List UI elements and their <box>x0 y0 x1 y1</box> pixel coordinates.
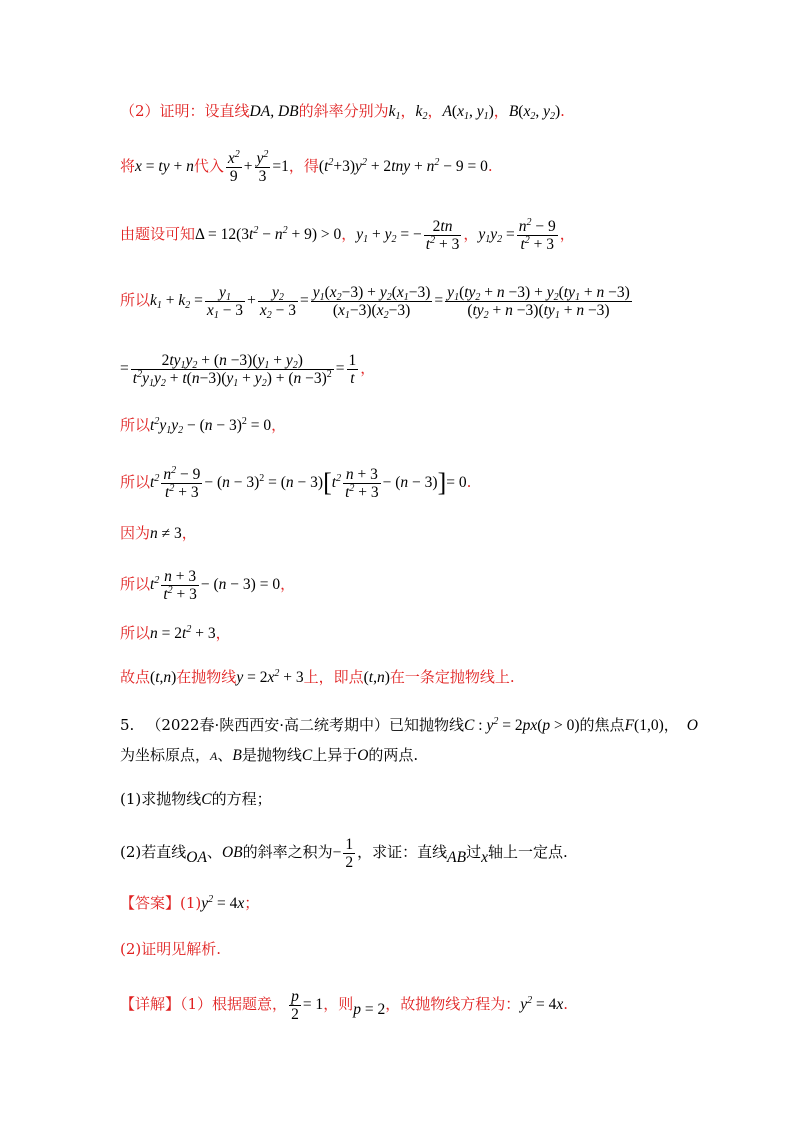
question-5-part-1 <box>120 788 272 811</box>
equation-line-1 <box>120 414 286 437</box>
text-namely-point: 上，即点 <box>303 668 364 686</box>
answer-line-2 <box>120 938 221 960</box>
equation-line-3 <box>120 568 295 603</box>
separator: ， <box>271 416 287 434</box>
text-point: 故点 <box>120 668 151 686</box>
text-two-points: 的两点. <box>368 746 419 764</box>
formula-k1: $k_1$ <box>388 103 401 122</box>
separator: ， <box>280 575 296 594</box>
detail-text-a: （1）根据题意， <box>180 995 288 1014</box>
formula-ellipse: $\frac{x^2}{9}$ + $\frac{y^2}{3}$ =1 <box>227 149 289 185</box>
formula-neg-half: − $\frac{1}{2}$ <box>332 836 354 871</box>
separator: ， <box>493 102 509 120</box>
formula-o-2: O <box>357 747 369 764</box>
slope-sum-line <box>120 284 634 319</box>
text-slope-product: 的斜率之积为 <box>242 843 333 862</box>
formula-ob: OB <box>221 844 243 862</box>
part2-text: (2)若直线 <box>120 843 187 862</box>
text-so: 所以 <box>120 291 151 310</box>
formula-lines: DA, DB <box>249 103 299 120</box>
text-axis-point: 轴上一定点. <box>487 843 568 862</box>
formula-slope-sum: $k_1 + k_2$ = $\frac{y_1}{x_1 - 3}$ + $\frac{y_2}{x_2 - 3}$ = $\frac{y_1(x_2-3) + y_2(x_1-3)}{(x_1-3)(x_2-3)}$ = $\frac{y_1(ty_2 + n -3) + y_2(ty_1 + n -3)}{(ty_2 + n -3)(ty_1 + n -3)}$ <box>150 284 630 321</box>
answer-part-2: (2)证明见解析. <box>120 940 222 958</box>
period: . <box>466 473 472 492</box>
separator: ， <box>427 102 443 120</box>
formula-n-neq-3: n ≠ 3 <box>150 525 182 542</box>
slope-sum-result-line <box>120 352 375 387</box>
question-source: （2022春·陕西西安·高二统考期中）已知抛物线 <box>146 716 465 734</box>
separator: ， <box>360 359 376 378</box>
formula-p-half: $\frac{p}{2}$ = 1 <box>291 988 324 1023</box>
formula-a: A <box>210 749 218 763</box>
text-fixed-parabola: 在一条定抛物线上. <box>389 668 515 686</box>
formula-discriminant: $\Delta = 12(3t^2 - n^2 + 9) > 0$ <box>195 225 342 244</box>
formula-line-eq: x = ty + n <box>135 158 194 176</box>
formula-c: C <box>301 747 313 764</box>
formula-point-b: $B(x_2$, $y_2$) <box>508 103 561 122</box>
formula-product: $y_1y_2$ = $\frac{n^2 - 9}{t^2 + 3}$ <box>478 217 556 253</box>
formula-oa: OA <box>186 849 207 867</box>
substitution-line <box>120 150 493 185</box>
formula-b: B <box>232 747 242 764</box>
proof-intro-text: （2）证明：设直线 <box>120 102 250 120</box>
text-get: ，得 <box>288 157 319 176</box>
equation-line-2 <box>120 466 471 501</box>
separator: ， <box>341 225 357 244</box>
separator: ， <box>559 225 575 244</box>
equation-line-4 <box>120 622 231 645</box>
formula-parabola-c: C : $y^2 = 2px(p > 0)$ <box>464 716 580 734</box>
conclusion-line <box>120 666 515 689</box>
text-focus: 的焦点 <box>579 716 625 734</box>
formula-parabola-answer: $y^2 = 4x$ <box>520 995 564 1014</box>
answer-line-1 <box>120 892 259 915</box>
part1-text: (1)求抛物线 <box>120 790 202 808</box>
separator: ， <box>400 102 416 120</box>
text-substitute: 代入 <box>193 157 224 176</box>
text-is-parabola: 是抛物线 <box>241 746 302 764</box>
text-different-from: 上异于 <box>312 746 358 764</box>
period: . <box>560 102 565 120</box>
separator: 、 <box>217 746 233 764</box>
formula-c-3: C <box>201 791 212 808</box>
answer-label: 【答案】 <box>120 894 181 912</box>
formula-x: x <box>481 849 488 867</box>
text-so: 所以 <box>120 416 151 434</box>
formula-point-a: $A(x_1$, $y_1$) <box>442 103 494 122</box>
formula-answer: $y^2 = 4x$ <box>201 894 245 912</box>
part1-text-end: 的方程； <box>211 790 272 808</box>
text-given: 由题设可知 <box>120 225 196 244</box>
text-so: 所以 <box>120 624 151 642</box>
period: . <box>487 157 493 176</box>
formula-n-value: $n = 2t^2 + 3$ <box>150 624 216 642</box>
detail-text-b: ，则 <box>323 995 354 1014</box>
formula-parabola: $y = 2x^2 + 3$ <box>236 668 304 686</box>
detail-line <box>120 988 568 1023</box>
formula-sum: $y_1 + y_2$ = − $\frac{2tn}{t^2 + 3}$ <box>356 218 460 253</box>
formula-quadratic: $(t^2+3)y^2 + 2tny + n^2 - 9 = 0$ <box>318 157 488 176</box>
formula-slope-result: = $\frac{2ty_1y_2 + (n -3)(y_1 + y_2)}{t^2y_1y_2 + t(n-3)(y_1 + y_2) + (n -3)^2}$ = $\frac{1}{t}$ <box>120 352 357 389</box>
text-prove: ，求证：直线 <box>357 843 448 862</box>
discriminant-line <box>120 218 575 253</box>
detail-label: 【详解】 <box>120 995 181 1014</box>
text-jiang: 将 <box>120 157 136 176</box>
question-5-line-1 <box>120 714 698 737</box>
separator: ， <box>215 624 231 642</box>
separator: ， <box>663 716 679 734</box>
separator: ， <box>463 225 479 244</box>
formula-focus: F(1,0) <box>624 717 664 734</box>
proof-intro-line <box>120 100 565 123</box>
question-number: 5. <box>120 716 135 734</box>
formula-point-tn-2: (t,n) <box>363 669 390 686</box>
formula-eq1: $t^2y_1y_2 - (n - 3)^2 = 0$ <box>150 416 272 436</box>
text-origin: 为坐标原点， <box>120 746 211 764</box>
separator: ； <box>244 894 260 912</box>
formula-eq2: $t^2$ $\frac{n^2 - 9}{t^2 + 3}$ − $(n - 3)^2 = (n - 3)[t^2$ $\frac{n + 3}{t^2 + 3}$ − (n − 3)]= 0 <box>150 465 467 501</box>
formula-o: O <box>686 717 698 734</box>
formula-eq3: $t^2$ $\frac{n + 3}{t^2 + 3}$ − (n − 3) = 0 <box>150 568 281 603</box>
formula-k2: $k_2$ <box>415 103 428 122</box>
detail-text-c: ，故抛物线方程为： <box>385 995 521 1014</box>
formula-p-value: p = 2 <box>353 1001 386 1019</box>
text-through: 过 <box>466 843 482 862</box>
text-so: 所以 <box>120 473 151 492</box>
answer-part-1: (1) <box>180 894 202 912</box>
separator: ， <box>181 524 197 542</box>
period: . <box>563 995 569 1014</box>
text-so: 所以 <box>120 575 151 594</box>
slope-text: 的斜率分别为 <box>298 102 389 120</box>
text-because: 因为 <box>120 524 151 542</box>
separator: 、 <box>206 843 222 862</box>
question-5-part-2 <box>120 836 568 871</box>
formula-ab: AB <box>447 849 467 867</box>
formula-point-tn: (t,n) <box>150 669 177 686</box>
question-5-line-2 <box>120 744 418 767</box>
condition-line <box>120 522 197 545</box>
text-on-parabola: 在抛物线 <box>176 668 237 686</box>
